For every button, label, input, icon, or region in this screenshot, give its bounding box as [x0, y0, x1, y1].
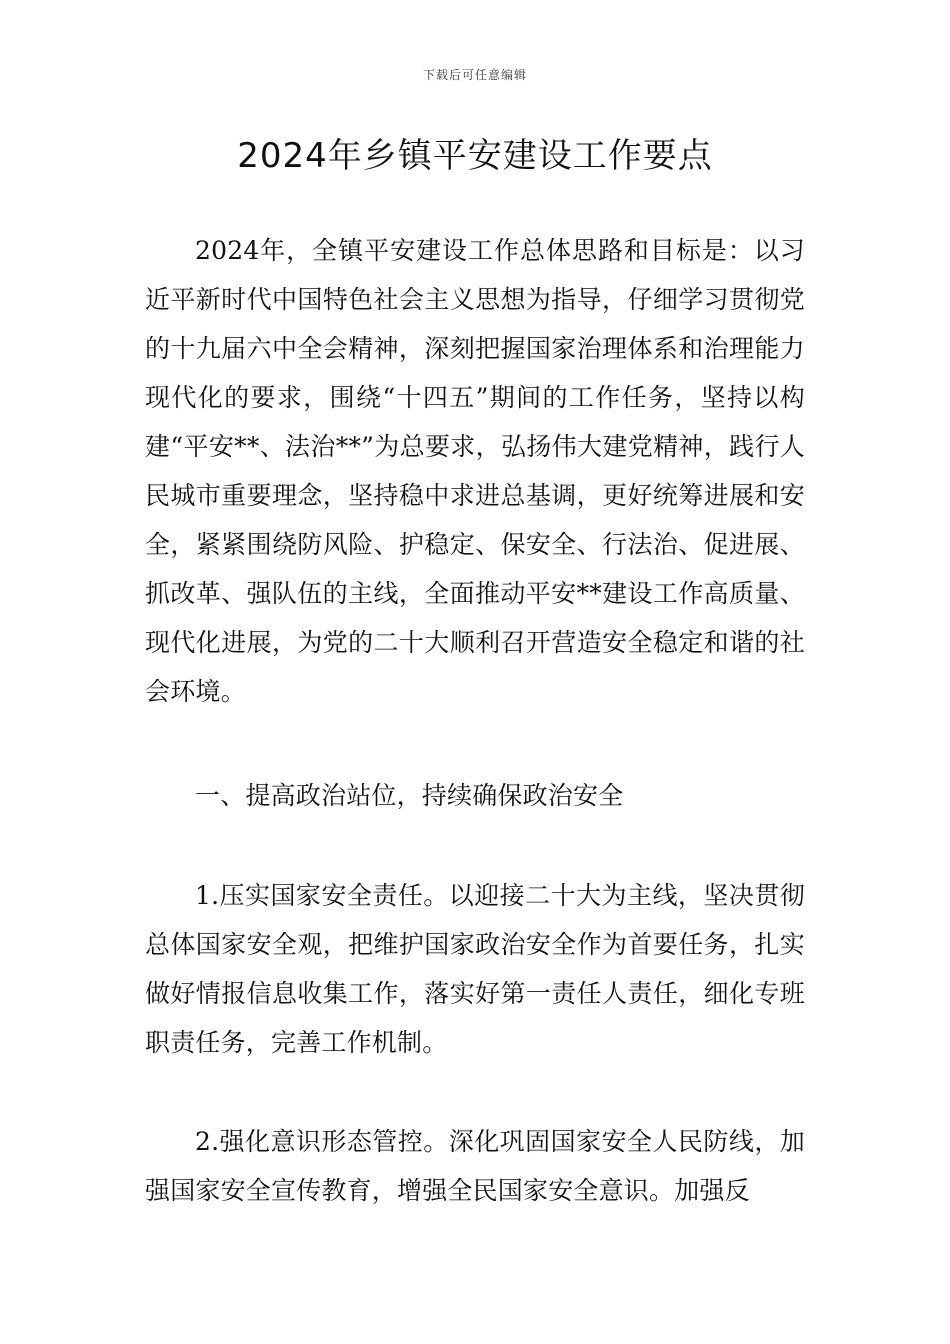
document-title: 2024年乡镇平安建设工作要点 [237, 136, 713, 176]
header-note: 下载后可任意编辑 [422, 68, 527, 82]
paragraph-item-2: 2.强化意识形态管控。深化巩固国家安全人民防线，加强国家安全宣传教育，增强全民国家安全意识。加强反 [145, 1127, 805, 1205]
section-heading-1: 一、提高政治站位，持续确保政治安全 [195, 781, 624, 810]
paragraph-intro: 2024年，全镇平安建设工作总体思路和目标是：以习近平新时代中国特色社会主义思想为指导，仔细学习贯彻党的十九届六中全会精神，深刻把握国家治理体系和治理能力现代化的要求，围绕“十四五”期间的工作任务，坚持以构建“平安**、法治**”为总要求，弘扬伟大建党精神，践行人民城市重要理念，坚持稳中求进总基调，更好统筹进展和安全，紧紧围绕防风险、护稳定、保安全、行法治、促进展、抓改革、强队伍的主线，全面推动平安**建设工作高质量、现代化进展，为党的二十大顺利召开营造安全稳定和谐的社会环境。 [145, 236, 805, 706]
paragraph-item-1: 1.压实国家安全责任。以迎接二十大为主线，坚决贯彻总体国家安全观，把维护国家政治安全作为首要任务，扎实做好情报信息收集工作，落实好第一责任人责任，细化专班职责任务，完善工作机制。 [145, 881, 805, 1057]
